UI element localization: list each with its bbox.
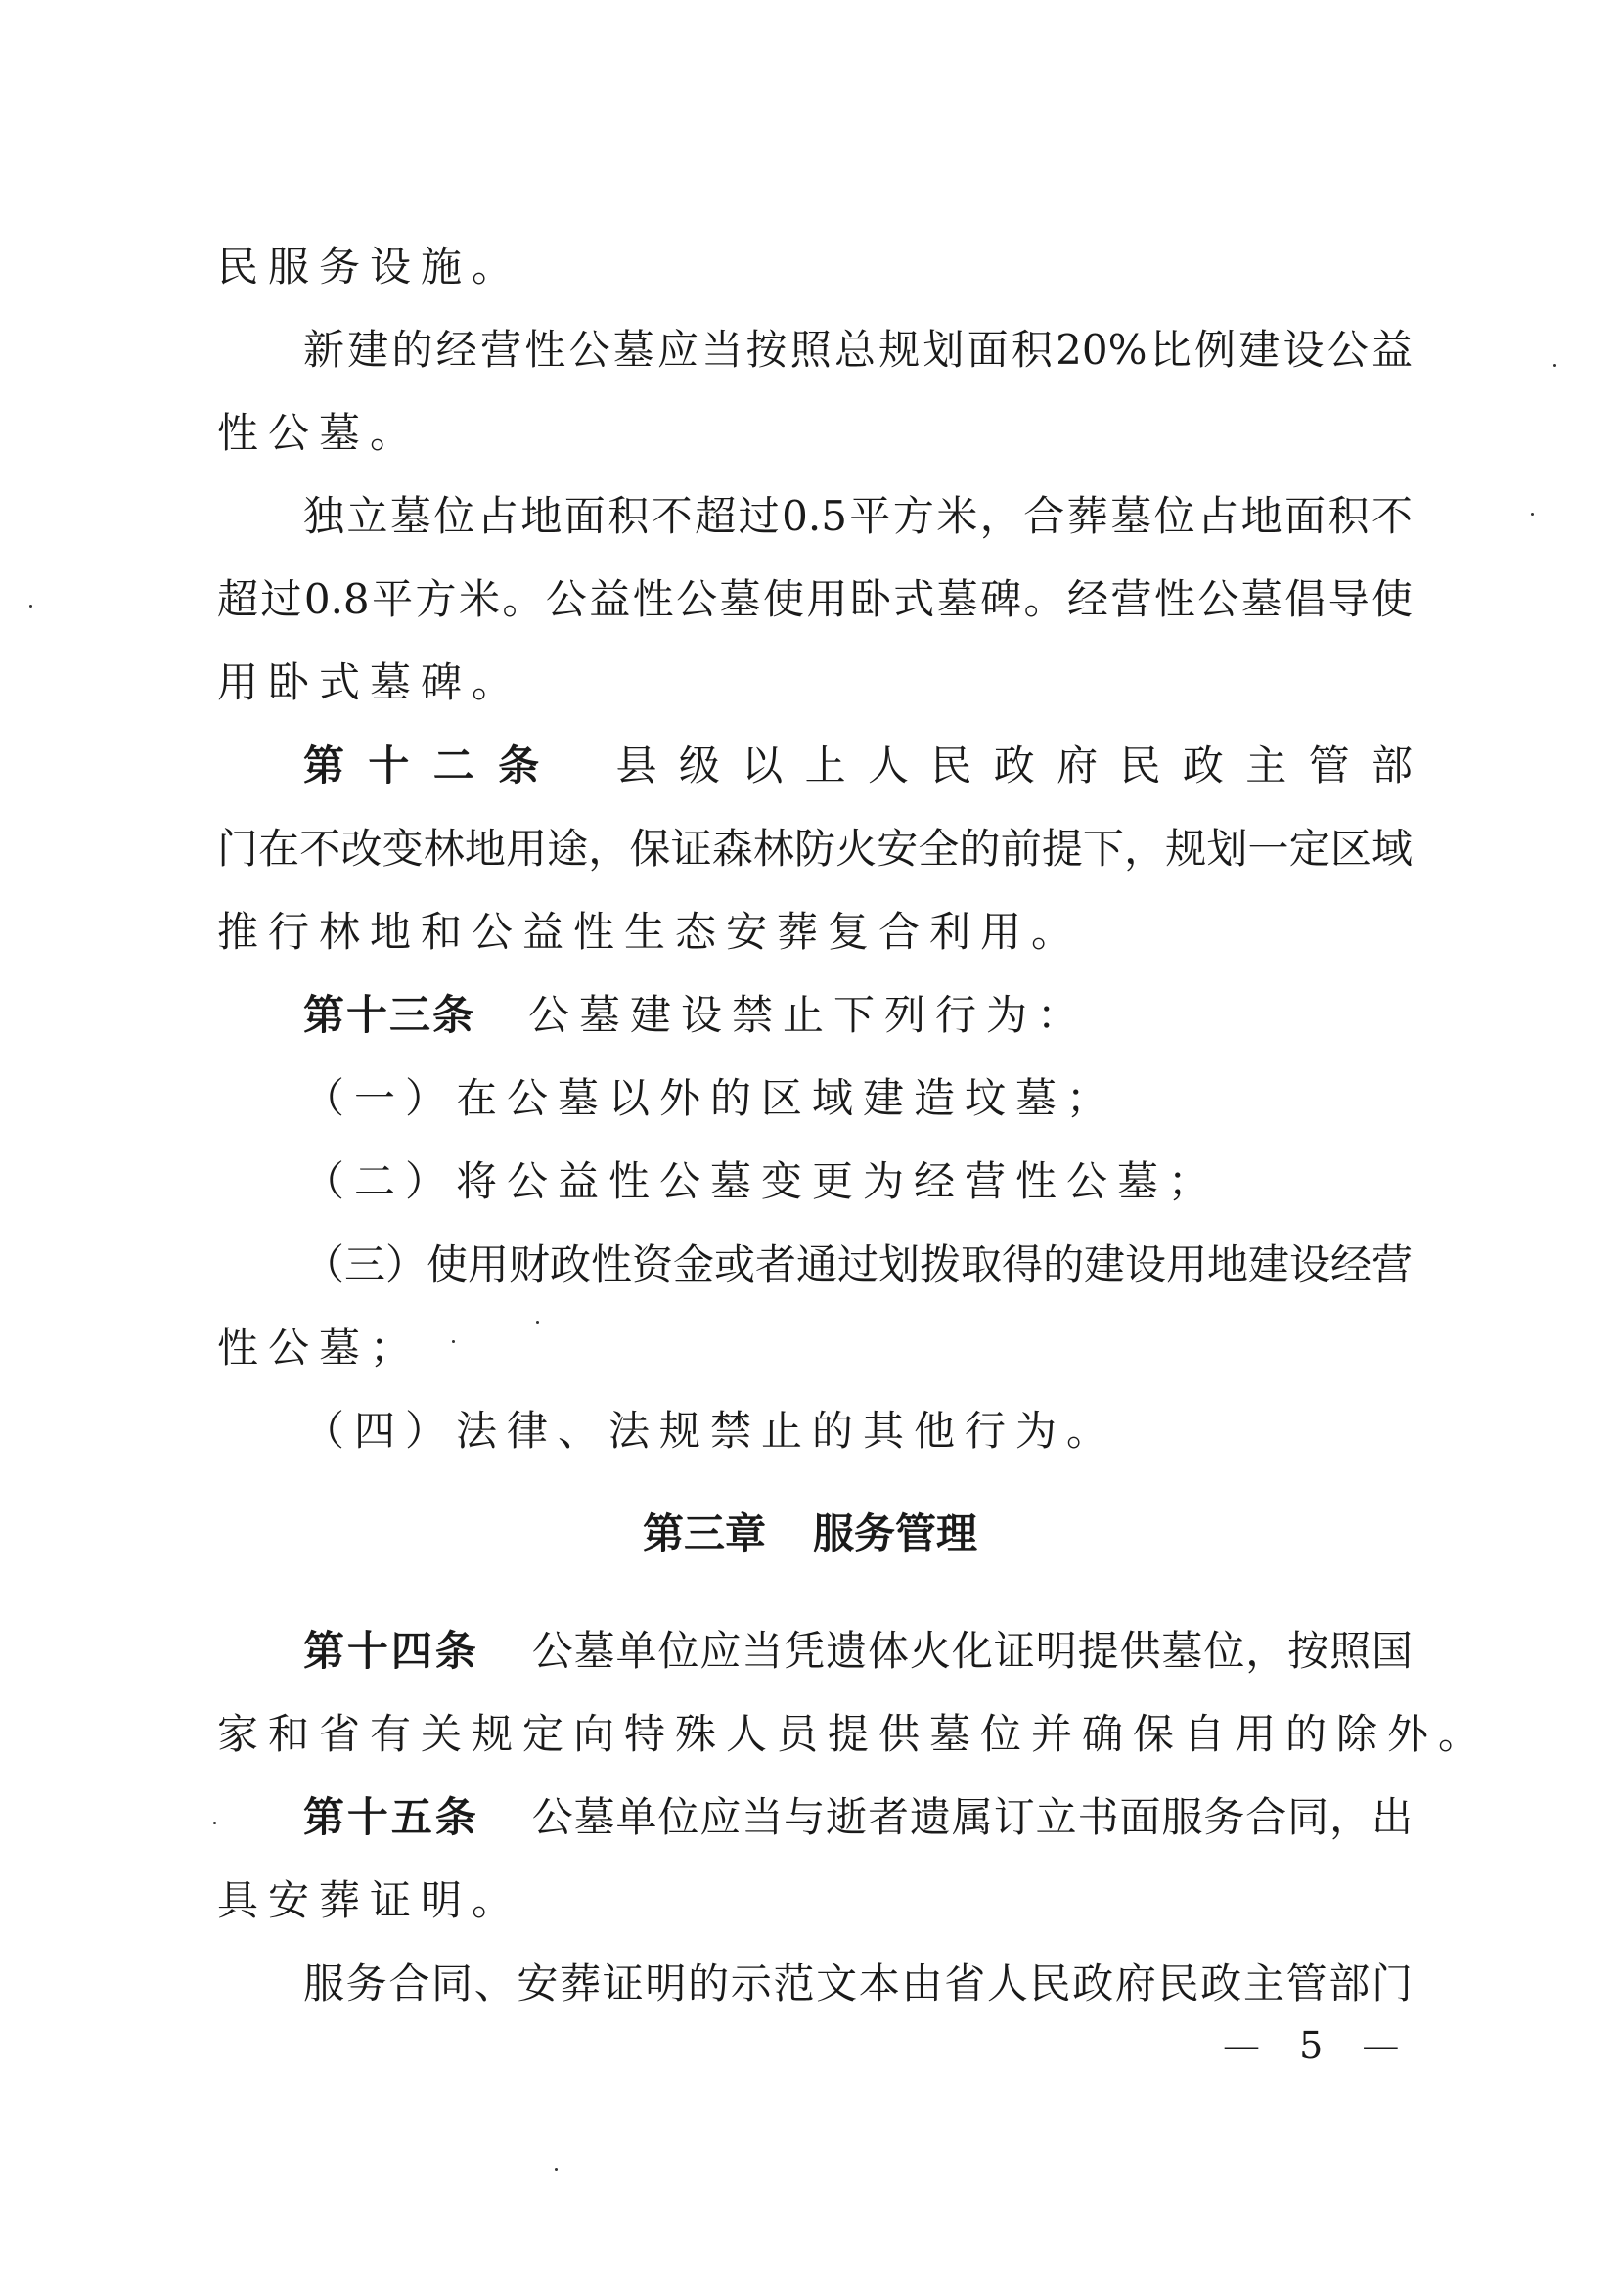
body-line: 独立墓位占地面积不超过0.5平方米，合葬墓位占地面积不 xyxy=(303,492,1413,540)
body-line: 推行林地和公益性生态安葬复合利用。 xyxy=(217,908,1083,956)
chapter-number: 第三章 xyxy=(642,1509,766,1557)
body-line: 用卧式墓碑。 xyxy=(217,658,523,706)
list-item: （三）使用财政性资金或者通过划拨取得的建设用地建设经营 xyxy=(303,1240,1414,1288)
scan-speck xyxy=(555,2168,558,2171)
article-14-heading: 第十四条 xyxy=(303,1627,479,1675)
body-line: 新建的经营性公墓应当按照总规划面积20%比例建设公益 xyxy=(303,326,1413,374)
article-12-first-line xyxy=(303,742,1413,789)
article-15-heading: 第十五条 xyxy=(303,1793,479,1841)
body-line: 家和省有关规定向特殊人员提供墓位并确保自用的除外。 xyxy=(217,1710,1490,1758)
scan-speck xyxy=(536,1321,539,1324)
article-13-heading: 第十三条 xyxy=(303,991,476,1039)
body-line: 服务合同、安葬证明的示范文本由省人民政府民政主管部门 xyxy=(303,1959,1413,2007)
body-line: 超过0.8平方米。公益性公墓使用卧式墓碑。经营性公墓倡导使 xyxy=(217,575,1413,623)
body-line: 门在不改变林地用途，保证森林防火安全的前提下，规划一定区域 xyxy=(217,825,1413,873)
chapter-heading xyxy=(0,1509,1620,1557)
list-item: （二）将公益性公墓变更为经营性公墓； xyxy=(303,1157,1220,1205)
body-line: 民服务设施。 xyxy=(217,243,523,291)
article-13-text: 公墓建设禁止下列行为： xyxy=(528,991,1089,1039)
page-number: — 5 — xyxy=(1223,2024,1414,2067)
scan-speck xyxy=(1531,513,1534,516)
body-line: 具安葬证明。 xyxy=(217,1876,523,1924)
article-12-heading: 第十二条 xyxy=(303,742,563,789)
scan-speck xyxy=(1553,364,1556,367)
chapter-title: 服务管理 xyxy=(813,1509,978,1557)
article-12-text: 县级以上人民政府民政主管部 xyxy=(615,742,1413,789)
article-14-text: 公墓单位应当凭遗体火化证明提供墓位，按照国 xyxy=(531,1627,1413,1675)
scan-speck xyxy=(213,1822,216,1824)
body-line: 性公墓。 xyxy=(217,409,422,457)
scan-speck xyxy=(29,605,32,608)
scan-speck xyxy=(452,1340,455,1343)
list-item: （四）法律、法规禁止的其他行为。 xyxy=(303,1407,1118,1455)
article-15-text: 公墓单位应当与逝者遗属订立书面服务合同，出 xyxy=(531,1793,1413,1841)
article-13-first-line xyxy=(303,991,1089,1039)
list-item-continuation: 性公墓； xyxy=(217,1324,422,1372)
list-item: （一）在公墓以外的区域建造坟墓； xyxy=(303,1074,1118,1122)
article-14-first-line xyxy=(303,1627,1413,1675)
article-15-first-line xyxy=(303,1793,1413,1841)
